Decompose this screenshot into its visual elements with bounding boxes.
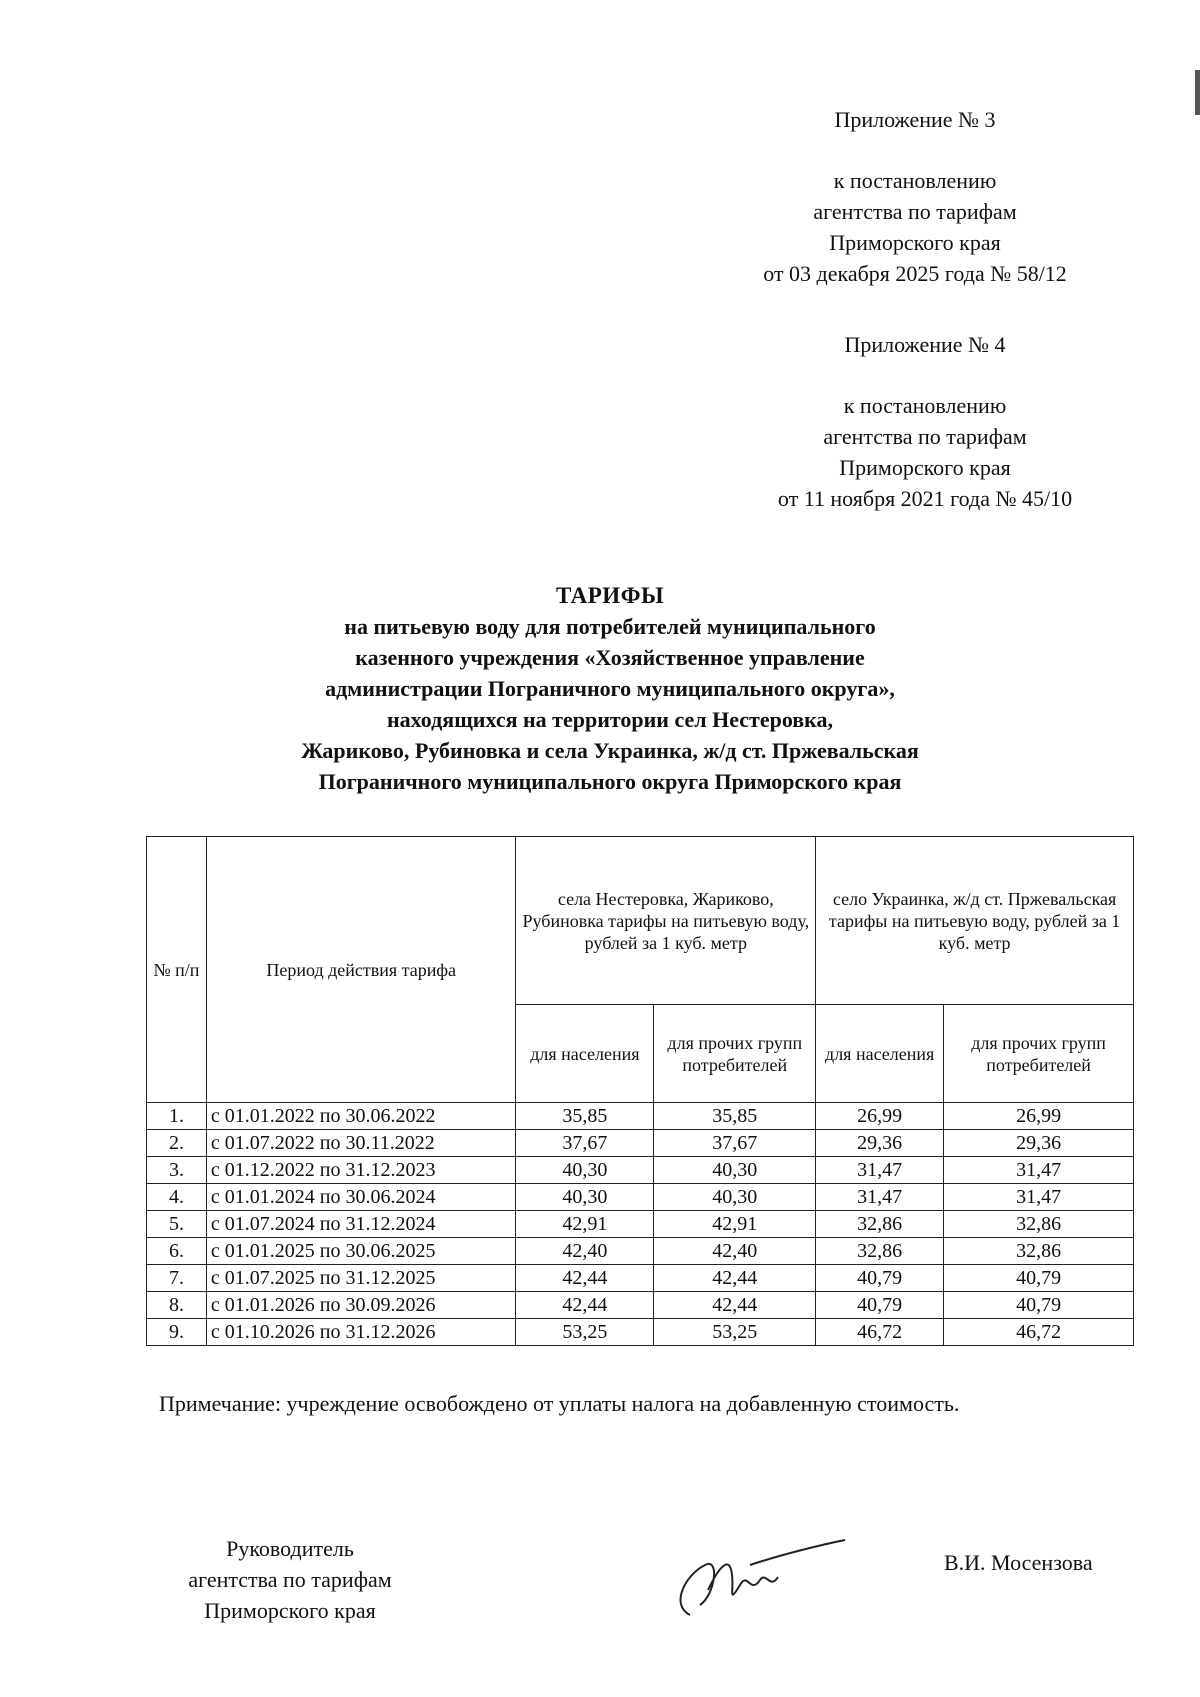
cell-value: 29,36 xyxy=(816,1130,944,1157)
header-other: для прочих групп потребителей xyxy=(654,1005,816,1103)
appendix-4-line: Приморского края xyxy=(839,455,1011,480)
cell-value: 46,72 xyxy=(944,1319,1134,1346)
cell-value: 42,40 xyxy=(654,1238,816,1265)
appendix-3-line: агентства по тарифам xyxy=(813,199,1017,224)
row-period: с 01.01.2024 по 30.06.2024 xyxy=(206,1184,516,1211)
row-period: с 01.07.2022 по 30.11.2022 xyxy=(206,1130,516,1157)
cell-value: 29,36 xyxy=(944,1130,1134,1157)
cell-value: 32,86 xyxy=(944,1211,1134,1238)
table-row xyxy=(147,1130,1134,1157)
row-num: 9. xyxy=(147,1319,207,1346)
title-line: находящихся на территории сел Нестеровка, xyxy=(386,707,834,732)
cell-value: 40,79 xyxy=(816,1292,944,1319)
appendix-3-title: Приложение № 3 xyxy=(834,107,996,132)
header-num: № п/п xyxy=(147,837,207,1103)
row-period: с 01.01.2026 по 30.09.2026 xyxy=(206,1292,516,1319)
table-row xyxy=(147,1157,1134,1184)
cell-value: 40,79 xyxy=(944,1265,1134,1292)
cell-value: 35,85 xyxy=(516,1103,654,1130)
main-title: ТАРИФЫ xyxy=(555,583,665,608)
cell-value: 37,67 xyxy=(654,1130,816,1157)
table-row xyxy=(147,1184,1134,1211)
note-text: Примечание: учреждение освобождено от уплаты налога на добавленную стоимость. xyxy=(159,1391,960,1416)
header-population: для населения xyxy=(516,1005,654,1103)
cell-value: 42,44 xyxy=(516,1292,654,1319)
cell-value: 31,47 xyxy=(816,1157,944,1184)
cell-value: 42,44 xyxy=(654,1265,816,1292)
cell-value: 35,85 xyxy=(654,1103,816,1130)
cell-value: 42,40 xyxy=(516,1238,654,1265)
table-row xyxy=(147,1238,1134,1265)
row-period: с 01.07.2025 по 31.12.2025 xyxy=(206,1265,516,1292)
header-group-1: села Нестеровка, Жариково, Рубиновка тарифы на питьевую воду, рублей за 1 куб. метр xyxy=(516,837,816,1005)
document-title xyxy=(160,580,1060,797)
row-period: с 01.01.2025 по 30.06.2025 xyxy=(206,1238,516,1265)
row-num: 3. xyxy=(147,1157,207,1184)
appendix-3-line: от 03 декабря 2025 года № 58/12 xyxy=(763,261,1067,286)
cell-value: 40,30 xyxy=(654,1184,816,1211)
cell-value: 31,47 xyxy=(944,1184,1134,1211)
signer-title-line: Руководитель xyxy=(226,1536,354,1561)
handwritten-signature xyxy=(660,1535,850,1625)
table-row xyxy=(147,1211,1134,1238)
table-row xyxy=(147,1103,1134,1130)
cell-value: 40,30 xyxy=(654,1157,816,1184)
header-population: для населения xyxy=(816,1005,944,1103)
cell-value: 40,30 xyxy=(516,1157,654,1184)
cell-value: 26,99 xyxy=(816,1103,944,1130)
row-period: с 01.01.2022 по 30.06.2022 xyxy=(206,1103,516,1130)
appendix-4-title: Приложение № 4 xyxy=(844,332,1006,357)
cell-value: 42,44 xyxy=(654,1292,816,1319)
cell-value: 32,86 xyxy=(944,1238,1134,1265)
cell-value: 42,91 xyxy=(654,1211,816,1238)
row-num: 7. xyxy=(147,1265,207,1292)
appendix-4-line: к постановлению xyxy=(843,393,1007,418)
cell-value: 31,47 xyxy=(816,1184,944,1211)
signer-title-line: Приморского края xyxy=(204,1598,376,1623)
signer-name: В.И. Мосензова xyxy=(944,1550,1093,1575)
row-num: 8. xyxy=(147,1292,207,1319)
cell-value: 42,91 xyxy=(516,1211,654,1238)
cell-value: 40,79 xyxy=(816,1265,944,1292)
title-line: на питьевую воду для потребителей муниципального xyxy=(344,614,876,639)
title-line: Жариково, Рубиновка и села Украинка, ж/д ст. Пржевальская xyxy=(301,738,919,763)
table-row xyxy=(147,1265,1134,1292)
cell-value: 32,86 xyxy=(816,1238,944,1265)
title-line: администрации Пограничного муниципального округа», xyxy=(325,676,895,701)
cell-value: 53,25 xyxy=(654,1319,816,1346)
cell-value: 53,25 xyxy=(516,1319,654,1346)
row-period: с 01.10.2026 по 31.12.2026 xyxy=(206,1319,516,1346)
title-line: казенного учреждения «Хозяйственное управление xyxy=(355,645,865,670)
table-row xyxy=(147,1319,1134,1346)
appendix-4-line: агентства по тарифам xyxy=(823,424,1027,449)
cell-value: 32,86 xyxy=(816,1211,944,1238)
signer-title xyxy=(150,1533,430,1626)
appendix-3-line: Приморского края xyxy=(829,230,1001,255)
title-line: Пограничного муниципального округа Приморского края xyxy=(318,769,902,794)
table-row xyxy=(147,1292,1134,1319)
appendix-3-line: к постановлению xyxy=(833,168,997,193)
cell-value: 40,30 xyxy=(516,1184,654,1211)
row-num: 5. xyxy=(147,1211,207,1238)
cell-value: 26,99 xyxy=(944,1103,1134,1130)
cell-value: 46,72 xyxy=(816,1319,944,1346)
appendix-4-header xyxy=(710,329,1140,514)
tariff-table xyxy=(146,836,1134,1346)
cell-value: 40,79 xyxy=(944,1292,1134,1319)
scan-edge-mark xyxy=(1195,70,1200,115)
cell-value: 37,67 xyxy=(516,1130,654,1157)
cell-value: 31,47 xyxy=(944,1157,1134,1184)
row-num: 4. xyxy=(147,1184,207,1211)
row-period: с 01.12.2022 по 31.12.2023 xyxy=(206,1157,516,1184)
appendix-3-header xyxy=(700,104,1130,289)
row-period: с 01.07.2024 по 31.12.2024 xyxy=(206,1211,516,1238)
cell-value: 42,44 xyxy=(516,1265,654,1292)
row-num: 1. xyxy=(147,1103,207,1130)
signer-title-line: агентства по тарифам xyxy=(188,1567,392,1592)
row-num: 6. xyxy=(147,1238,207,1265)
row-num: 2. xyxy=(147,1130,207,1157)
header-other: для прочих групп потребителей xyxy=(944,1005,1134,1103)
header-group-2: село Украинка, ж/д ст. Пржевальская тарифы на питьевую воду, рублей за 1 куб. метр xyxy=(816,837,1134,1005)
appendix-4-line: от 11 ноября 2021 года № 45/10 xyxy=(777,486,1073,511)
header-period: Период действия тарифа xyxy=(206,837,516,1103)
